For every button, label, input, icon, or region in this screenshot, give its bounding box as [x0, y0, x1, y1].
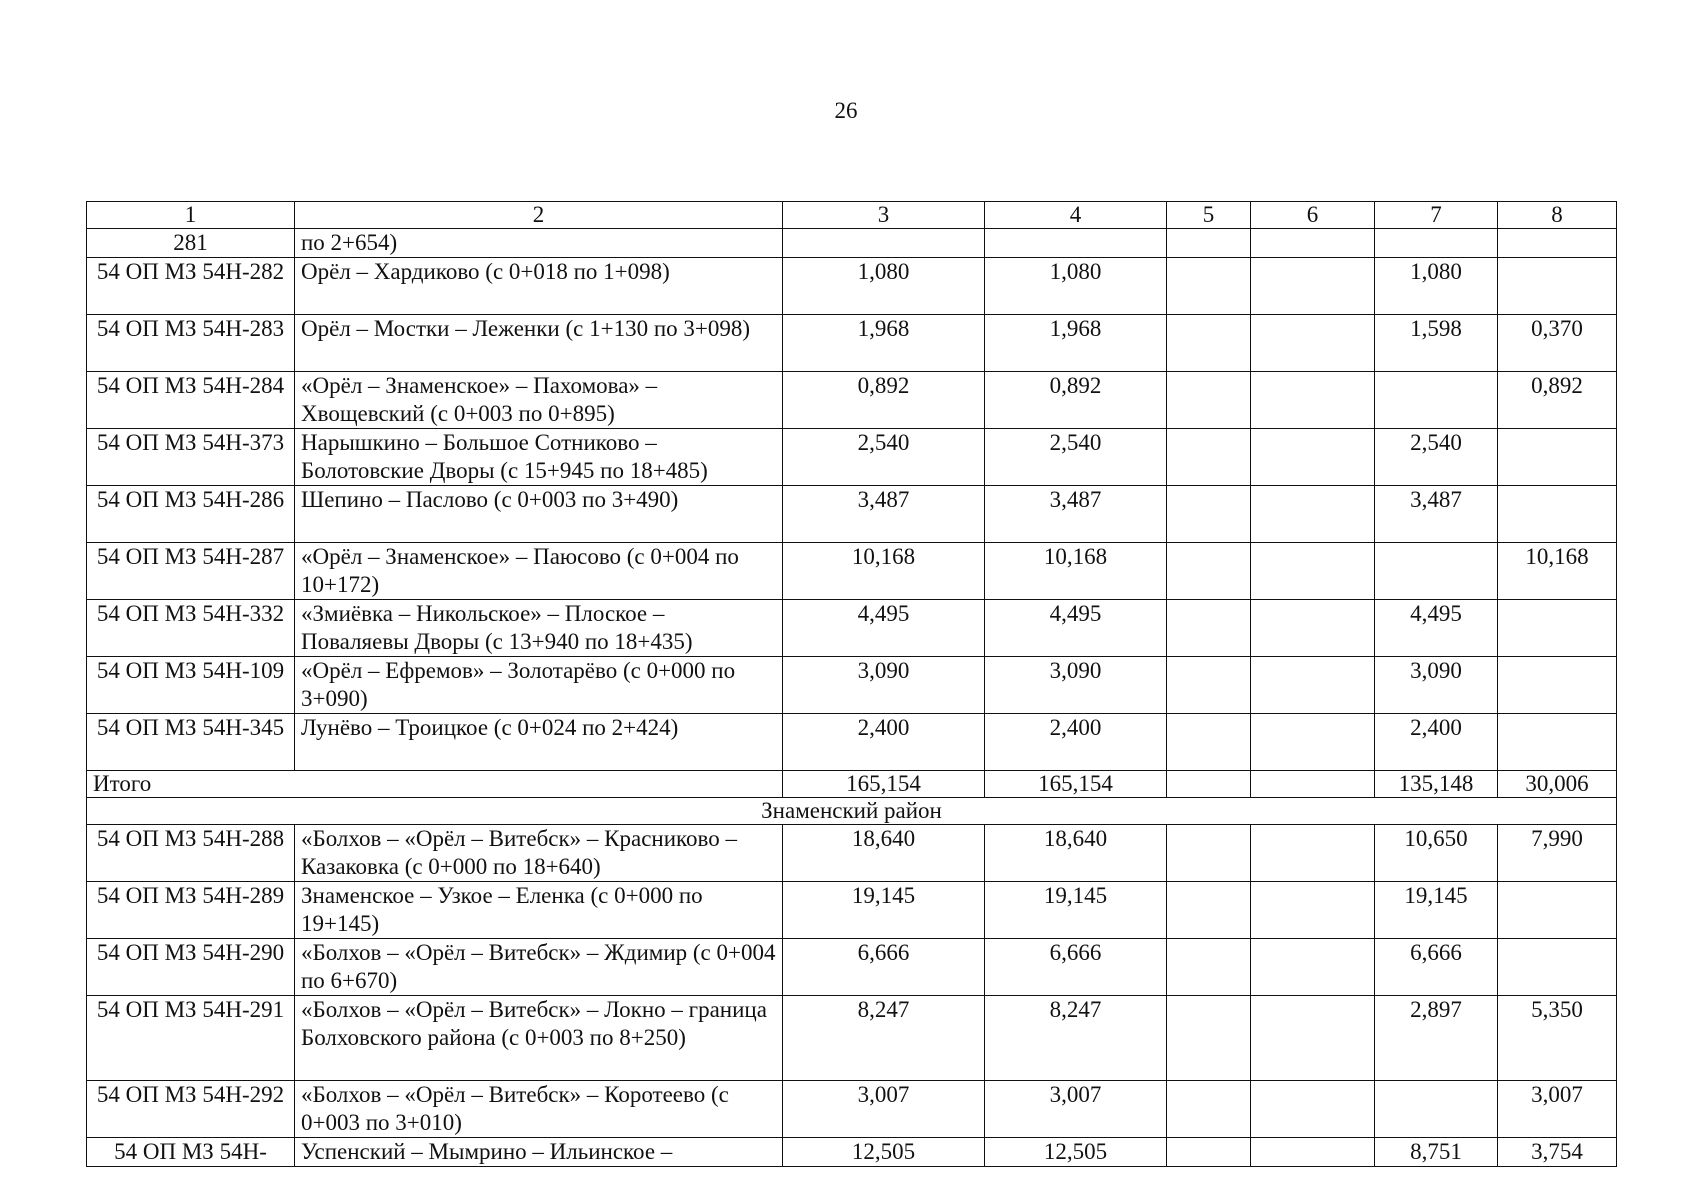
cell-col4: 3,487	[985, 486, 1167, 543]
cell-col3: 1,080	[783, 258, 985, 315]
cell-col8	[1498, 939, 1617, 996]
cell-col4: 19,145	[985, 882, 1167, 939]
cell-col5	[1167, 258, 1251, 315]
road-code: 54 ОП МЗ 54Н-283	[87, 315, 295, 372]
road-name: Успенский – Мымрино – Ильинское –	[295, 1138, 783, 1167]
cell-col3: 10,168	[783, 543, 985, 600]
cell-col7: 1,080	[1375, 258, 1498, 315]
cell-col3: 0,892	[783, 372, 985, 429]
cell-col7: 2,897	[1375, 996, 1498, 1081]
cell-col3: 1,968	[783, 315, 985, 372]
road-code: 54 ОП МЗ 54Н-289	[87, 882, 295, 939]
cell-col5	[1167, 939, 1251, 996]
cell-col8: 5,350	[1498, 996, 1617, 1081]
cell-col8: 0,892	[1498, 372, 1617, 429]
cell-col6	[1251, 882, 1375, 939]
cell-col7: 10,650	[1375, 825, 1498, 882]
cell-col4: 4,495	[985, 600, 1167, 657]
cell-col7: 1,598	[1375, 315, 1498, 372]
cell-col6	[1251, 714, 1375, 771]
cell-col3: 19,145	[783, 882, 985, 939]
road-code: 54 ОП МЗ 54Н-290	[87, 939, 295, 996]
cell-col7: 2,540	[1375, 429, 1498, 486]
road-code: 54 ОП МЗ 54Н-345	[87, 714, 295, 771]
cell-col3: 12,505	[783, 1138, 985, 1167]
cell-col7	[1375, 372, 1498, 429]
cell-col5	[1167, 229, 1251, 258]
table-row	[87, 939, 1617, 996]
cell-col4: 8,247	[985, 996, 1167, 1081]
cell-col7: 4,495	[1375, 600, 1498, 657]
road-name: «Орёл – Знаменское» – Пахомова» – Хвощевский (с 0+003 по 0+895)	[295, 372, 783, 429]
cell-col3: 6,666	[783, 939, 985, 996]
road-name: Нарышкино – Большое Сотниково – Болотовские Дворы (с 15+945 по 18+485)	[295, 429, 783, 486]
column-number: 1	[87, 202, 295, 229]
cell-col6	[1251, 486, 1375, 543]
table-row	[87, 258, 1617, 315]
cell-col7	[1375, 543, 1498, 600]
section-row	[87, 798, 1617, 825]
road-name: Орёл – Мостки – Леженки (с 1+130 по 3+098)	[295, 315, 783, 372]
cell-col4: 1,968	[985, 315, 1167, 372]
cell-col5	[1167, 600, 1251, 657]
cell-col7: 6,666	[1375, 939, 1498, 996]
cell-col4: 6,666	[985, 939, 1167, 996]
cell-col4: 3,090	[985, 657, 1167, 714]
cell-col4: 2,400	[985, 714, 1167, 771]
road-code: 54 ОП МЗ 54Н-286	[87, 486, 295, 543]
cell-col5	[1167, 714, 1251, 771]
table-row	[87, 229, 1617, 258]
road-name: «Змиёвка – Никольское» – Плоское – Поваляевы Дворы (с 13+940 по 18+435)	[295, 600, 783, 657]
road-name: «Орёл – Ефремов» – Золотарёво (с 0+000 по 3+090)	[295, 657, 783, 714]
total-col6	[1251, 771, 1375, 798]
road-name: Орёл – Хардиково (с 0+018 по 1+098)	[295, 258, 783, 315]
road-code: 54 ОП МЗ 54Н-284	[87, 372, 295, 429]
cell-col7	[1375, 229, 1498, 258]
total-col8: 30,006	[1498, 771, 1617, 798]
section-title: Знаменский район	[87, 798, 1617, 825]
table-row	[87, 996, 1617, 1081]
cell-col5	[1167, 486, 1251, 543]
cell-col6	[1251, 1138, 1375, 1167]
cell-col7: 2,400	[1375, 714, 1498, 771]
road-code: 54 ОП МЗ 54Н-288	[87, 825, 295, 882]
cell-col6	[1251, 657, 1375, 714]
road-name: «Болхов – «Орёл – Витебск» – Коротеево (с 0+003 по 3+010)	[295, 1081, 783, 1138]
cell-col5	[1167, 825, 1251, 882]
cell-col6	[1251, 429, 1375, 486]
cell-col3: 2,540	[783, 429, 985, 486]
table-row	[87, 657, 1617, 714]
cell-col5	[1167, 996, 1251, 1081]
road-code: 54 ОП МЗ 54Н-287	[87, 543, 295, 600]
cell-col6	[1251, 825, 1375, 882]
cell-col8	[1498, 229, 1617, 258]
total-row	[87, 771, 1617, 798]
cell-col8: 3,007	[1498, 1081, 1617, 1138]
column-number: 8	[1498, 202, 1617, 229]
road-code: 54 ОП МЗ 54Н-291	[87, 996, 295, 1081]
cell-col8: 0,370	[1498, 315, 1617, 372]
column-number: 4	[985, 202, 1167, 229]
table-row	[87, 1081, 1617, 1138]
road-code: 281	[87, 229, 295, 258]
cell-col8: 10,168	[1498, 543, 1617, 600]
cell-col4: 2,540	[985, 429, 1167, 486]
road-code: 54 ОП МЗ 54Н-292	[87, 1081, 295, 1138]
cell-col5	[1167, 315, 1251, 372]
column-number: 6	[1251, 202, 1375, 229]
cell-col4: 18,640	[985, 825, 1167, 882]
table-row	[87, 543, 1617, 600]
cell-col5	[1167, 372, 1251, 429]
table-row	[87, 486, 1617, 543]
road-name: Лунёво – Троицкое (с 0+024 по 2+424)	[295, 714, 783, 771]
cell-col7: 3,090	[1375, 657, 1498, 714]
road-list-table	[86, 201, 1617, 1167]
table-row	[87, 825, 1617, 882]
cell-col8	[1498, 429, 1617, 486]
cell-col5	[1167, 1081, 1251, 1138]
road-code: 54 ОП МЗ 54Н-109	[87, 657, 295, 714]
cell-col6	[1251, 258, 1375, 315]
total-col3: 165,154	[783, 771, 985, 798]
road-code: 54 ОП МЗ 54Н-373	[87, 429, 295, 486]
cell-col5	[1167, 429, 1251, 486]
cell-col6	[1251, 996, 1375, 1081]
table-row	[87, 1138, 1617, 1167]
cell-col4	[985, 229, 1167, 258]
cell-col8	[1498, 600, 1617, 657]
road-code: 54 ОП МЗ 54Н-282	[87, 258, 295, 315]
cell-col3: 2,400	[783, 714, 985, 771]
cell-col3	[783, 229, 985, 258]
column-number-row	[87, 202, 1617, 229]
road-name: «Болхов – «Орёл – Витебск» – Ждимир (с 0+004 по 6+670)	[295, 939, 783, 996]
cell-col7	[1375, 1081, 1498, 1138]
cell-col7: 19,145	[1375, 882, 1498, 939]
table-row	[87, 882, 1617, 939]
cell-col8: 3,754	[1498, 1138, 1617, 1167]
cell-col8	[1498, 882, 1617, 939]
cell-col6	[1251, 600, 1375, 657]
cell-col8	[1498, 714, 1617, 771]
road-name: Знаменское – Узкое – Еленка (с 0+000 по 19+145)	[295, 882, 783, 939]
cell-col6	[1251, 1081, 1375, 1138]
cell-col5	[1167, 543, 1251, 600]
total-col5	[1167, 771, 1251, 798]
cell-col3: 18,640	[783, 825, 985, 882]
cell-col4: 1,080	[985, 258, 1167, 315]
cell-col4: 3,007	[985, 1081, 1167, 1138]
cell-col5	[1167, 882, 1251, 939]
cell-col5	[1167, 1138, 1251, 1167]
table-row	[87, 429, 1617, 486]
table-row	[87, 714, 1617, 771]
cell-col4: 0,892	[985, 372, 1167, 429]
total-col4: 165,154	[985, 771, 1167, 798]
cell-col4: 10,168	[985, 543, 1167, 600]
column-number: 5	[1167, 202, 1251, 229]
road-name: «Болхов – «Орёл – Витебск» – Красниково – Казаковка (с 0+000 по 18+640)	[295, 825, 783, 882]
total-label: Итого	[87, 771, 783, 798]
cell-col4: 12,505	[985, 1138, 1167, 1167]
cell-col5	[1167, 657, 1251, 714]
road-code: 54 ОП МЗ 54Н-	[87, 1138, 295, 1167]
table-row	[87, 315, 1617, 372]
road-code: 54 ОП МЗ 54Н-332	[87, 600, 295, 657]
cell-col3: 8,247	[783, 996, 985, 1081]
column-number: 2	[295, 202, 783, 229]
cell-col7: 3,487	[1375, 486, 1498, 543]
cell-col6	[1251, 372, 1375, 429]
road-name: по 2+654)	[295, 229, 783, 258]
table-row	[87, 600, 1617, 657]
table-row	[87, 372, 1617, 429]
column-number: 7	[1375, 202, 1498, 229]
page-number: 26	[834, 98, 858, 123]
road-name: «Болхов – «Орёл – Витебск» – Локно – граница Болховского района (с 0+003 по 8+250)	[295, 996, 783, 1081]
cell-col3: 3,090	[783, 657, 985, 714]
cell-col8: 7,990	[1498, 825, 1617, 882]
cell-col6	[1251, 315, 1375, 372]
cell-col8	[1498, 258, 1617, 315]
road-name: Шепино – Паслово (с 0+003 по 3+490)	[295, 486, 783, 543]
road-name: «Орёл – Знаменское» – Паюсово (с 0+004 по 10+172)	[295, 543, 783, 600]
total-col7: 135,148	[1375, 771, 1498, 798]
cell-col6	[1251, 229, 1375, 258]
cell-col7: 8,751	[1375, 1138, 1498, 1167]
cell-col3: 3,487	[783, 486, 985, 543]
cell-col8	[1498, 486, 1617, 543]
cell-col6	[1251, 939, 1375, 996]
cell-col3: 4,495	[783, 600, 985, 657]
column-number: 3	[783, 202, 985, 229]
cell-col8	[1498, 657, 1617, 714]
cell-col6	[1251, 543, 1375, 600]
cell-col3: 3,007	[783, 1081, 985, 1138]
